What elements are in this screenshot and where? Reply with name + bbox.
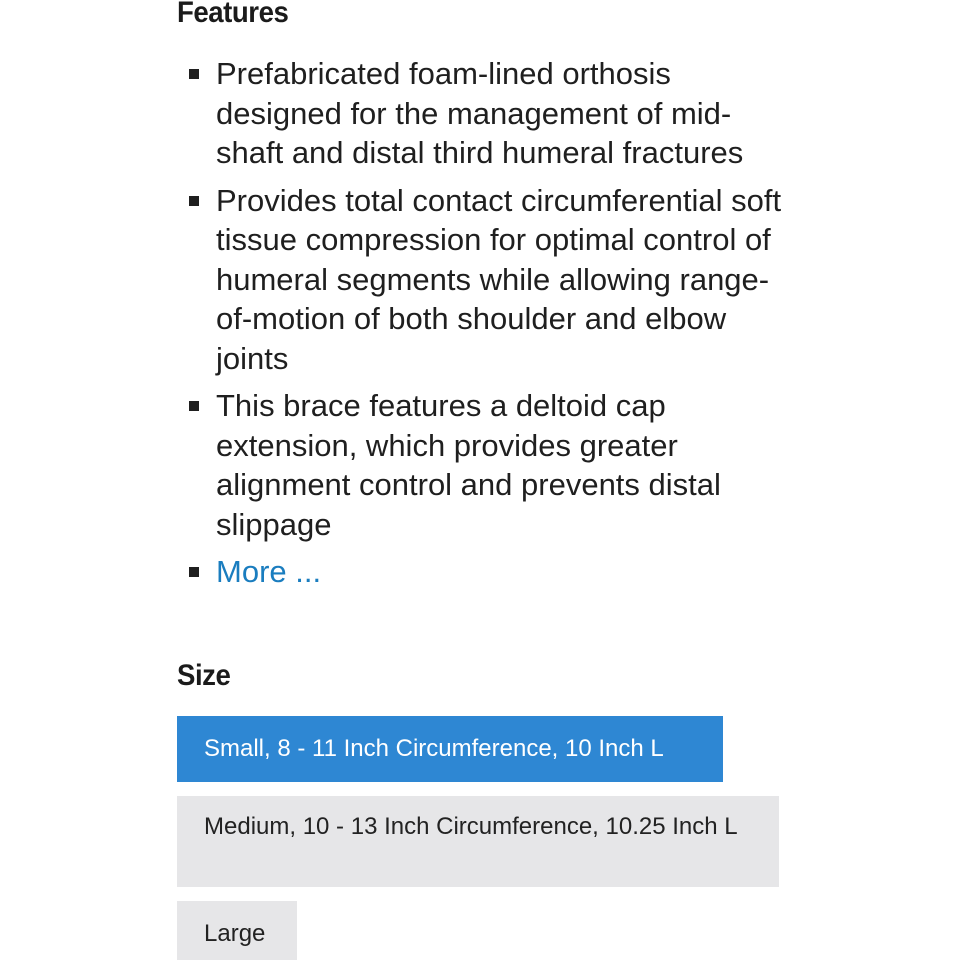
features-list: [177, 54, 797, 600]
size-option-small[interactable]: [177, 716, 723, 782]
feature-item: [177, 181, 797, 379]
size-option-large[interactable]: [177, 901, 297, 960]
features-heading: Features: [177, 0, 289, 29]
size-option-label: Large: [204, 920, 266, 947]
feature-item: [177, 386, 797, 544]
feature-item-more: [177, 552, 797, 592]
more-link[interactable]: More ...: [216, 554, 322, 589]
feature-text: Prefabricated foam-lined orthosis designed for the management of mid-shaft and distal third humeral fractures: [216, 56, 744, 170]
size-heading: Size: [177, 659, 231, 692]
square-bullet-icon: [189, 69, 199, 79]
square-bullet-icon: [189, 567, 199, 577]
square-bullet-icon: [189, 196, 199, 206]
size-option-label: Medium, 10 - 13 Inch Circumference, 10.25 Inch L: [204, 813, 738, 840]
feature-item: [177, 54, 797, 173]
size-option-medium[interactable]: [177, 796, 779, 887]
feature-text: This brace features a deltoid cap extension, which provides greater alignment control and prevents distal slippage: [216, 388, 721, 542]
feature-text: Provides total contact circumferential soft tissue compression for optimal control of humeral segments while allowing range-of-motion of both shoulder and elbow joints: [216, 182, 782, 376]
size-option-label: Small, 8 - 11 Inch Circumference, 10 Inch L: [204, 735, 664, 762]
square-bullet-icon: [189, 401, 199, 411]
